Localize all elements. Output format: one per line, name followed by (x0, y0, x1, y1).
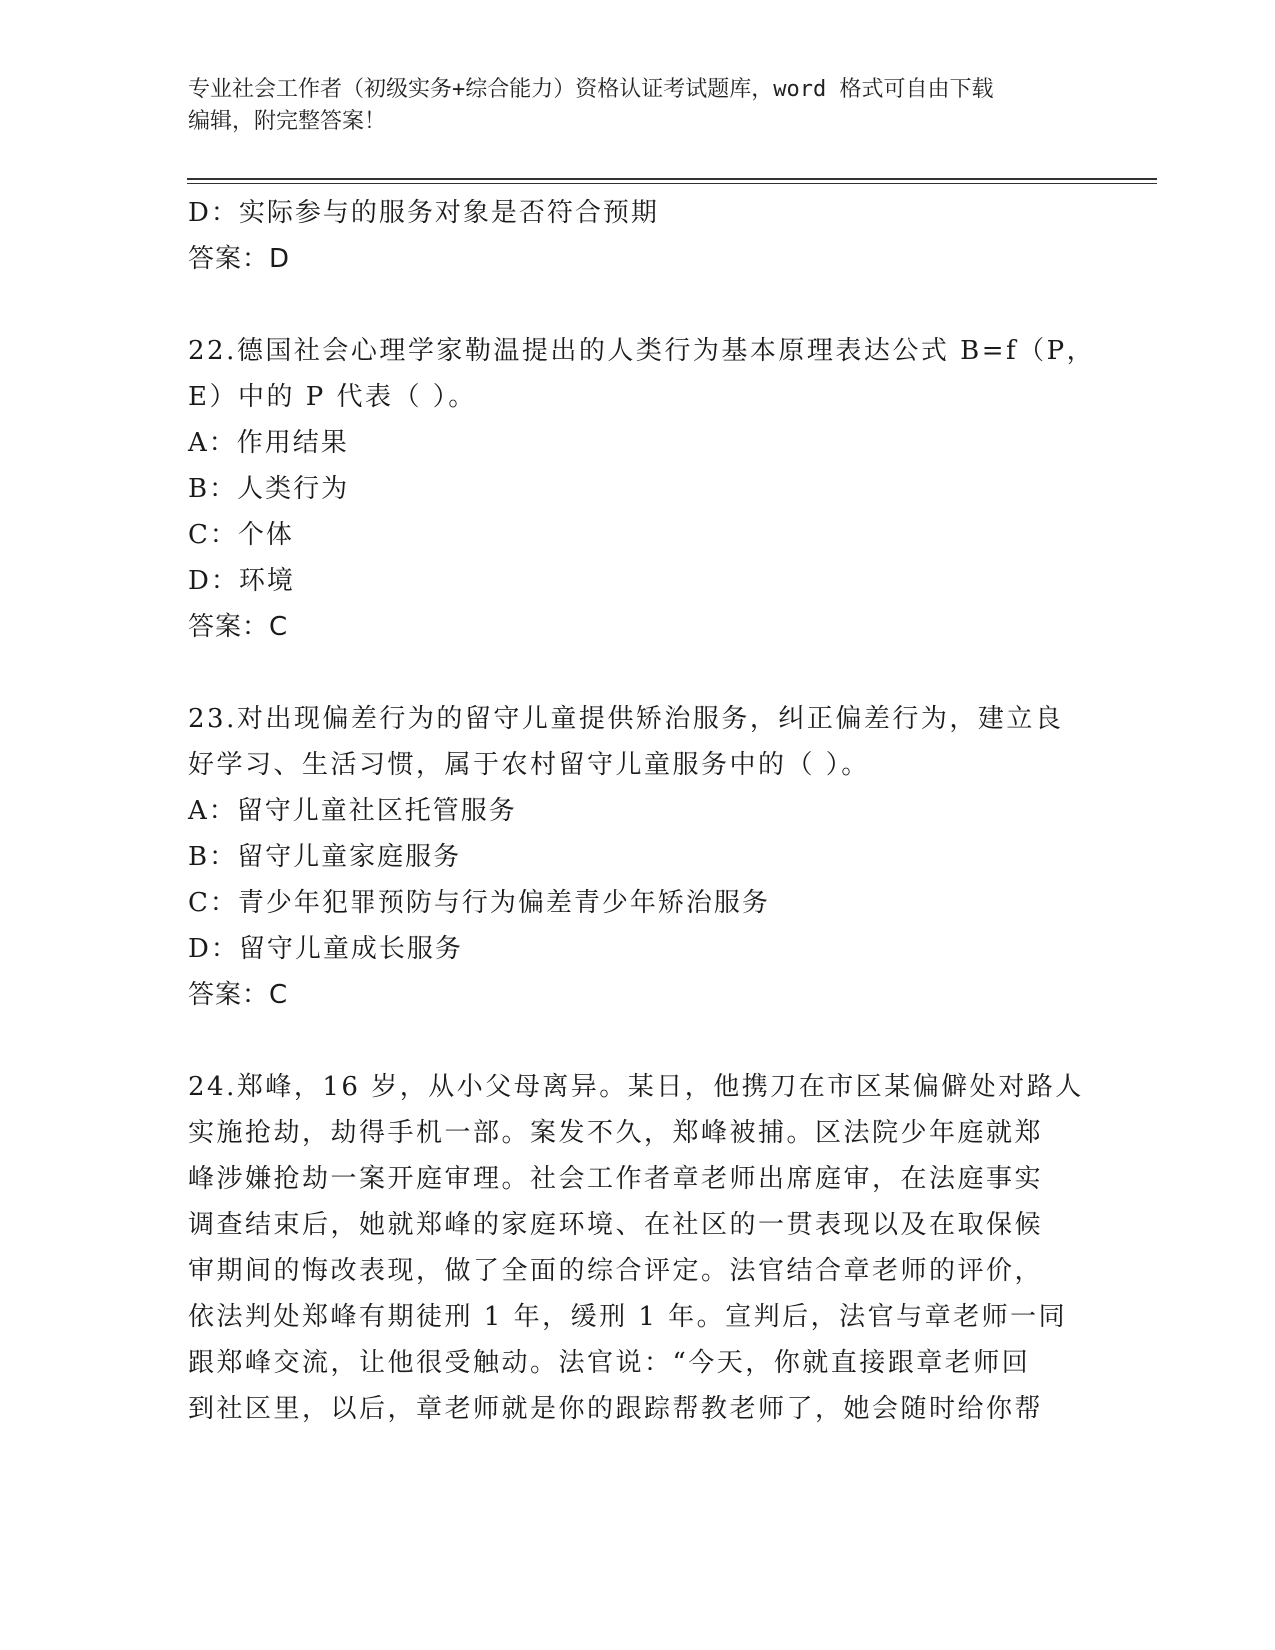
stem-line: 跟郑峰交流，让他很受触动。法官说：“今天，你就直接跟章老师回 (188, 1348, 1031, 1378)
option-a: A：留守儿童社区托管服务 (188, 796, 517, 826)
question-stem (188, 696, 1088, 788)
option-b: B：人类行为 (188, 474, 350, 504)
option-b: B：留守儿童家庭服务 (188, 842, 462, 872)
stem-line: E）中的 P 代表（ ）。 (188, 382, 477, 412)
question-24 (188, 1064, 1088, 1432)
spacer (188, 650, 1088, 696)
page-header (188, 74, 1088, 138)
stem-line: 到社区里，以后，章老师就是你的跟踪帮教老师了，她会随时给你帮 (188, 1394, 1044, 1424)
stem-line: 24.郑峰，16 岁，从小父母离异。某日，他携刀在市区某偏僻处对路人 (188, 1072, 1084, 1102)
stem-line: 23.对出现偏差行为的留守儿童提供矫治服务，纠正偏差行为，建立良 (188, 704, 1064, 734)
stem-line: 审期间的悔改表现，做了全面的综合评定。法官结合章老师的评价， (188, 1256, 1044, 1286)
question-22 (188, 328, 1096, 650)
answer-label: 答案：C (188, 980, 289, 1010)
spacer (188, 282, 1088, 328)
spacer (188, 1018, 1088, 1064)
question-23 (188, 696, 1088, 1018)
stem-line: 22.德国社会心理学家勒温提出的人类行为基本原理表达公式 B=f（P， (188, 336, 1096, 366)
document-body (188, 190, 1096, 1432)
option-d: D：实际参与的服务对象是否符合预期 (188, 198, 659, 228)
answer-label: 答案：C (188, 612, 289, 642)
answer-label: 答案：D (188, 244, 291, 274)
question-21-tail (188, 190, 1088, 282)
stem-line: 调查结束后，她就郑峰的家庭环境、在社区的一贯表现以及在取保候 (188, 1210, 1044, 1240)
option-a: A：作用结果 (188, 428, 349, 458)
question-stem (188, 328, 1096, 420)
stem-line: 峰涉嫌抢劫一案开庭审理。社会工作者章老师出席庭审，在法庭事实 (188, 1164, 1044, 1194)
option-c: C：青少年犯罪预防与行为偏差青少年矫治服务 (188, 888, 770, 918)
option-c: C：个体 (188, 520, 294, 550)
header-divider-thick (187, 178, 1157, 180)
stem-line: 实施抢劫，劫得手机一部。案发不久，郑峰被捕。区法院少年庭就郑 (188, 1118, 1044, 1148)
option-d: D：留守儿童成长服务 (188, 934, 463, 964)
header-line-1: 专业社会工作者（初级实务+综合能力）资格认证考试题库，word 格式可自由下载 (188, 77, 994, 102)
stem-line: 好学习、生活习惯，属于农村留守儿童服务中的（ ）。 (188, 750, 870, 780)
header-line-2: 编辑，附完整答案！ (188, 109, 387, 134)
question-stem (188, 1064, 1088, 1432)
stem-line: 依法判处郑峰有期徒刑 1 年，缓刑 1 年。宣判后，法官与章老师一同 (188, 1302, 1068, 1332)
option-d: D：环境 (188, 566, 295, 596)
header-divider-thin (187, 183, 1157, 184)
